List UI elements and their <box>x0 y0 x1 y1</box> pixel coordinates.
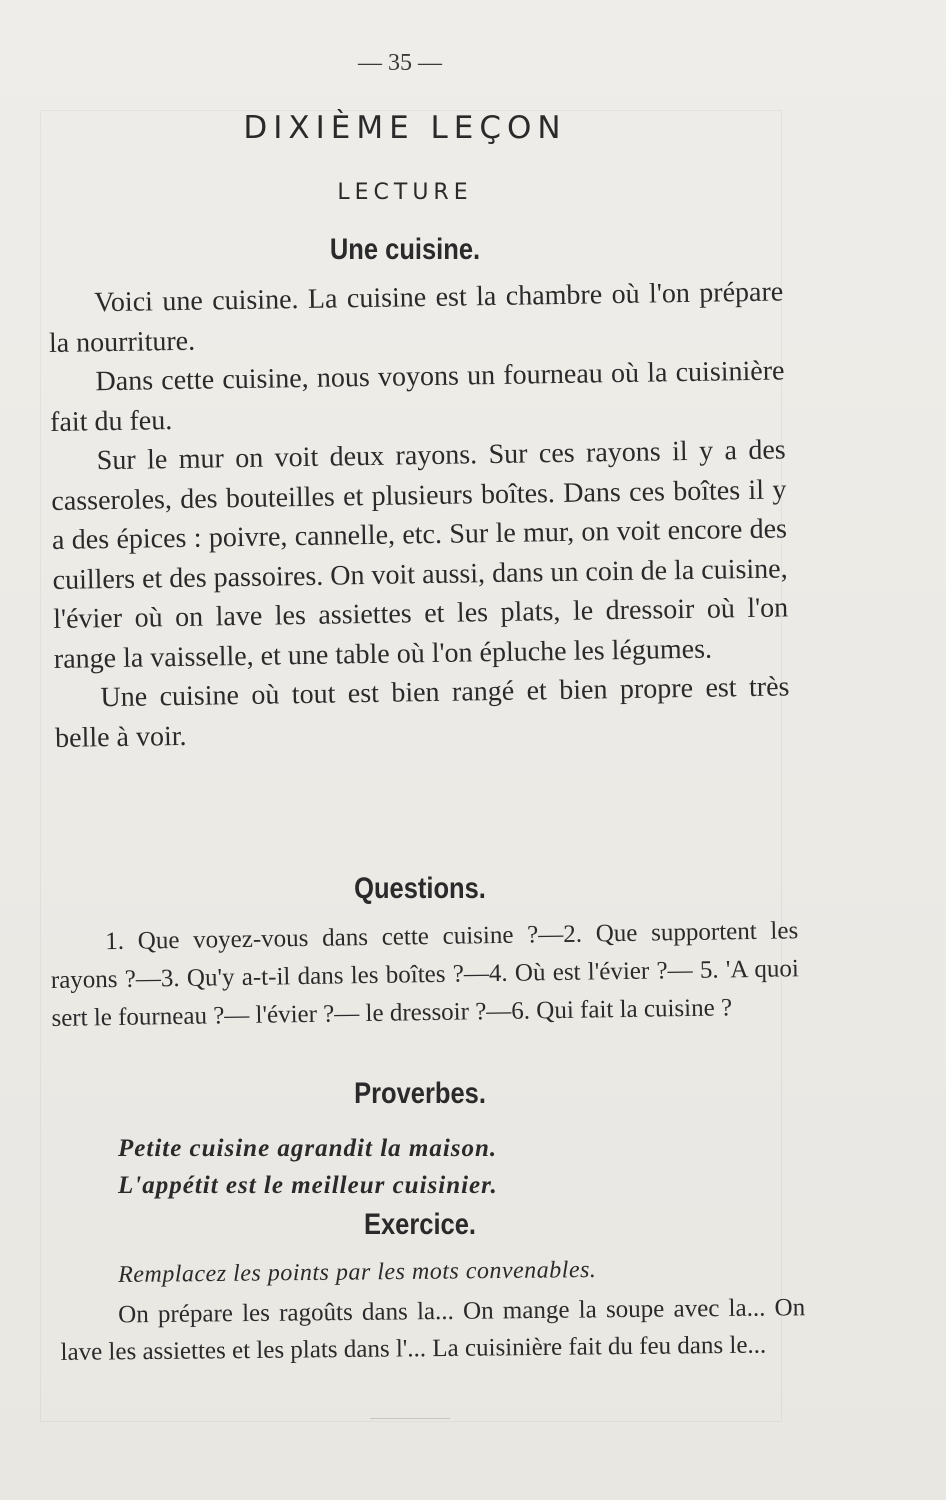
page-number: — 35 — <box>358 50 442 76</box>
reading-paragraph: Dans cette cuisine, nous voyons un fourneau où la cuisinière fait du feu. <box>49 355 785 438</box>
exercise-instruction: Remplacez les points par les mots convenables. <box>118 1256 597 1288</box>
exercise-text: On prépare les ragoûts dans la... On mange la soupe avec la... On lave les assiettes et les plats dans l'... La cuisinière fait du feu dans le... <box>60 1294 806 1366</box>
questions-heading: Questions. <box>354 872 486 905</box>
reading-paragraph: Sur le mur on voit deux rayons. Sur ces rayons il y a des casseroles, des bouteilles et plusieurs boîtes. Dans ces boîtes il y a des épices : poivre, cannelle, etc. Sur le mur, on voit encore des cuillers et des passoires. On voit aussi, dans un coin de la cuisine, l'évier où on lave les assiettes et les plats, le dressoir où l'on range la vaisselle, et une table où l'on épluche les légumes. <box>51 434 789 675</box>
section-label: LECTURE <box>337 180 473 205</box>
reading-paragraph: Une cuisine où tout est bien rangé et bien propre est très belle à voir. <box>54 671 790 754</box>
reading-text <box>48 272 790 757</box>
proverb: Petite cuisine agrandit la maison. <box>118 1135 498 1162</box>
lesson-title: DIXIÈME LEÇON <box>243 110 567 146</box>
proverbs-list <box>118 1130 618 1204</box>
proverb: L'appétit est le meilleur cuisinier. <box>118 1172 498 1199</box>
reading-title: Une cuisine. <box>329 233 481 266</box>
questions-text: 1. Que voyez-vous dans cette cuisine ?—2. Que supportent les rayons ?—3. Qu'y a-t-il dans les boîtes ?—4. Où est l'évier ?— 5. 'A quoi sert le fourneau ?— l'évier ?— le dressoir ?—6. Qui fait la cuisine ? <box>50 917 800 1032</box>
bottom-rule <box>370 1418 450 1419</box>
reading-paragraph: Voici une cuisine. La cuisine est la chambre où l'on prépare la nourriture. <box>48 276 784 359</box>
proverbs-heading: Proverbes. <box>354 1077 486 1110</box>
exercise-heading: Exercice. <box>363 1208 477 1241</box>
